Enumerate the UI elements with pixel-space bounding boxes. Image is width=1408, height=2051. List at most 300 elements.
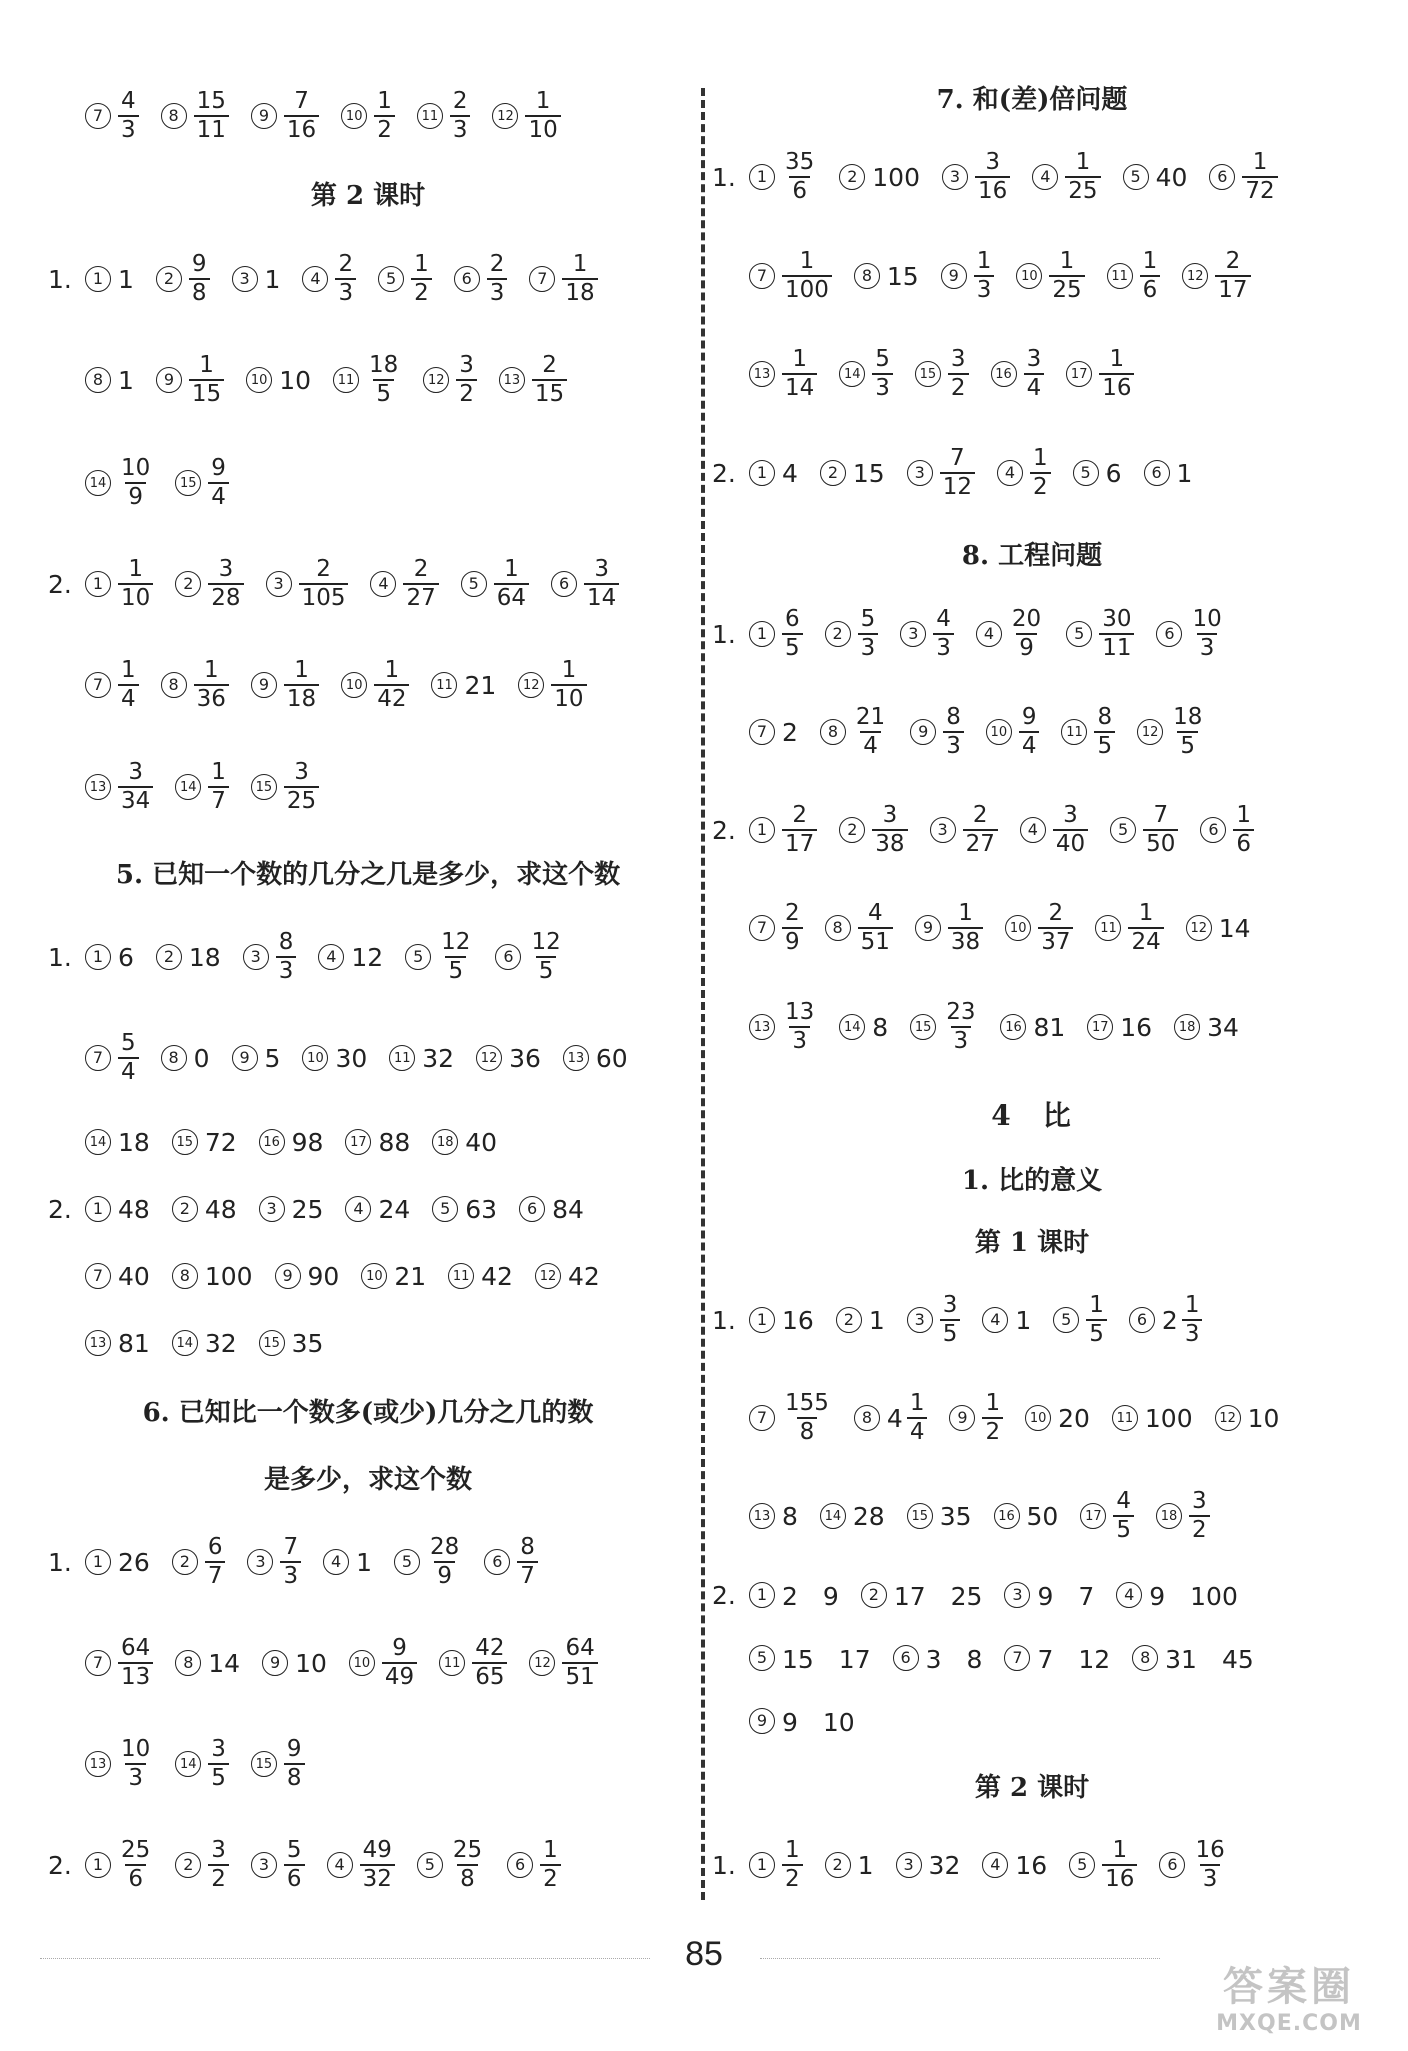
answer-item — [394, 1536, 462, 1588]
circled-number: 9 — [749, 1708, 775, 1734]
answer-value — [450, 90, 471, 142]
numerator: 49 — [362, 1837, 392, 1863]
answer-value — [1149, 1577, 1238, 1613]
answer-row — [48, 1028, 650, 1088]
numerator: 4 — [121, 88, 136, 114]
circled-number: 7 — [749, 1405, 775, 1431]
fraction — [1215, 250, 1250, 302]
numerator: 3 — [1026, 346, 1042, 372]
answer-value — [1019, 706, 1040, 758]
numerator: 28 — [430, 1534, 460, 1560]
circled-number: 15 — [251, 774, 277, 800]
answer-row — [48, 1313, 345, 1373]
answer-item — [85, 1032, 139, 1084]
answer-value — [1015, 1851, 1047, 1880]
fraction — [118, 558, 153, 610]
fraction — [118, 761, 153, 813]
answer-text: 40 — [465, 1127, 498, 1157]
answer-value — [532, 354, 567, 406]
answer-item — [85, 457, 153, 509]
answer-text: 100 — [872, 162, 920, 192]
fraction — [1170, 706, 1205, 758]
circled-number: 7 — [85, 1045, 111, 1071]
answer-item — [232, 265, 281, 294]
answer-row — [712, 997, 1261, 1057]
denominator: 72 — [1242, 176, 1277, 203]
answer-value — [782, 1577, 839, 1613]
answer-text: 32 — [928, 1850, 961, 1880]
denominator: 5 — [1094, 731, 1115, 758]
fraction — [943, 1001, 978, 1053]
denominator: 16 — [284, 115, 319, 142]
answer-item — [251, 1839, 305, 1891]
denominator: 40 — [1053, 829, 1088, 856]
answer-item — [749, 459, 798, 488]
denominator: 7 — [208, 786, 229, 813]
answer-item — [1095, 902, 1163, 954]
circled-number: 14 — [85, 470, 111, 496]
circled-number: 6 — [484, 1549, 510, 1575]
answer-item — [85, 1262, 150, 1291]
answer-value — [378, 1128, 410, 1157]
denominator: 28 — [208, 583, 243, 610]
answer-item — [175, 1738, 229, 1790]
circled-number: 1 — [749, 1852, 775, 1878]
fraction — [907, 1392, 928, 1444]
denominator: 65 — [472, 1662, 507, 1689]
circled-number: 5 — [1066, 621, 1092, 647]
answer-value — [284, 659, 319, 711]
circled-number: 14 — [175, 1751, 201, 1777]
answer-value — [351, 943, 383, 972]
answer-value — [118, 1839, 153, 1891]
circled-number: 10 — [361, 1263, 387, 1289]
numerator: 15 — [196, 88, 226, 114]
question-number: 1. — [712, 1850, 736, 1880]
numerator: 1 — [211, 759, 226, 785]
answer-text: 0 — [193, 1043, 210, 1073]
circled-number: 10 — [1025, 1405, 1051, 1431]
numerator: 1 — [543, 1837, 558, 1863]
answer-row — [712, 147, 1300, 207]
circled-number: 15 — [915, 361, 941, 387]
answer-text: 15 — [886, 261, 919, 291]
circled-number: 14 — [85, 1129, 111, 1155]
numerator: 1 — [1109, 346, 1125, 372]
circled-number: 14 — [175, 774, 201, 800]
fraction — [280, 1536, 301, 1588]
numerator: 3 — [1191, 1488, 1207, 1514]
answer-item — [246, 366, 311, 395]
answer-value — [292, 1195, 324, 1224]
denominator: 6 — [1140, 275, 1161, 302]
answer-value — [782, 348, 817, 400]
numerator: 5 — [860, 606, 876, 632]
circled-number: 11 — [389, 1045, 415, 1071]
answer-text: 16 — [782, 1305, 814, 1335]
answer-item — [907, 1294, 961, 1346]
answer-item — [907, 447, 975, 499]
denominator: 2 — [411, 278, 432, 305]
numerator: 3 — [950, 346, 966, 372]
circled-number: 4 — [1020, 817, 1046, 843]
answer-item — [85, 761, 153, 813]
numerator: 10 — [121, 455, 151, 481]
numerator: 20 — [1011, 606, 1042, 632]
numerator: 18 — [369, 352, 399, 378]
answer-value — [465, 1195, 497, 1224]
answer-item — [259, 1128, 324, 1157]
circled-number: 6 — [1156, 621, 1182, 647]
answer-text: 10 — [295, 1648, 327, 1678]
answer-value — [943, 706, 964, 758]
answer-item — [820, 706, 888, 758]
answer-value — [295, 1649, 327, 1678]
answer-item — [175, 761, 229, 813]
circled-number: 7 — [529, 266, 555, 292]
circled-number: 10 — [341, 103, 367, 129]
circled-number: 11 — [1061, 719, 1087, 745]
fraction — [299, 558, 349, 610]
answer-value — [265, 265, 281, 294]
answer-value — [782, 608, 803, 660]
numerator: 3 — [594, 556, 609, 582]
circled-number: 3 — [896, 1852, 922, 1878]
answer-value — [208, 558, 243, 610]
numerator: 1 — [1138, 900, 1154, 926]
answer-value — [1145, 1404, 1193, 1433]
answer-value — [118, 1738, 153, 1790]
answer-row — [712, 1628, 1276, 1688]
denominator: 2 — [456, 379, 477, 406]
answer-text: 10 — [279, 365, 311, 395]
answer-value — [208, 761, 229, 813]
answer-value — [1162, 1294, 1203, 1346]
answer-row — [48, 1532, 560, 1592]
numerator: 2 — [785, 900, 800, 926]
circled-number: 4 — [345, 1196, 371, 1222]
answer-text: 32 — [422, 1043, 455, 1073]
numerator: 9 — [211, 455, 226, 481]
circled-number: 7 — [85, 672, 111, 698]
answer-text: 48 — [118, 1194, 150, 1224]
circled-number: 15 — [910, 1014, 936, 1040]
denominator: 6 — [284, 1864, 305, 1891]
fraction — [427, 1536, 462, 1588]
numerator: 1 — [958, 900, 973, 926]
circled-number: 1 — [749, 1582, 775, 1608]
denominator: 9 — [782, 927, 803, 954]
fraction — [1143, 804, 1178, 856]
answer-text: 1 — [118, 264, 134, 294]
answer-row — [48, 1835, 583, 1895]
fraction — [189, 354, 224, 406]
numerator: 42 — [475, 1635, 505, 1661]
numerator: 64 — [121, 1635, 151, 1661]
numerator: 21 — [855, 704, 886, 730]
answer-value — [552, 1195, 584, 1224]
denominator: 8 — [284, 1763, 305, 1790]
denominator: 5 — [1086, 1319, 1107, 1346]
fraction — [1086, 1294, 1107, 1346]
fraction — [118, 1032, 139, 1084]
denominator: 4 — [118, 684, 139, 711]
denominator: 3 — [487, 278, 508, 305]
denominator: 42 — [374, 684, 409, 711]
fraction — [456, 354, 477, 406]
answer-item — [161, 1044, 210, 1073]
answer-row — [712, 1691, 877, 1751]
answer-row — [712, 1835, 1250, 1895]
fraction — [118, 1839, 153, 1891]
numerator: 1 — [294, 657, 309, 683]
circled-number: 7 — [749, 263, 775, 289]
answer-value — [276, 931, 297, 983]
denominator: 3 — [872, 373, 893, 400]
numerator: 1 — [377, 88, 392, 114]
answer-text: 30 — [335, 1043, 368, 1073]
answer-value — [265, 1044, 281, 1073]
fraction — [940, 447, 975, 499]
fraction — [1099, 608, 1134, 660]
answer-text: 14 — [208, 1648, 241, 1678]
circled-number: 6 — [551, 571, 577, 597]
circled-number: 18 — [1156, 1503, 1182, 1529]
circled-number: 2 — [156, 266, 182, 292]
circled-number: 5 — [394, 1549, 420, 1575]
answer-row — [48, 86, 583, 146]
fraction — [540, 1839, 561, 1891]
numerator: 1 — [128, 556, 143, 582]
answer-text: 60 — [595, 1043, 628, 1073]
answer-item — [439, 1637, 507, 1689]
answer-row — [48, 655, 609, 715]
answer-value — [1053, 804, 1088, 856]
answer-value — [292, 1128, 324, 1157]
denominator: 2 — [1189, 1515, 1210, 1542]
answer-row — [48, 757, 341, 817]
fraction — [284, 761, 319, 813]
numerator: 1 — [976, 248, 992, 274]
numerator: 1 — [1142, 248, 1158, 274]
answer-item — [915, 902, 983, 954]
answer-value — [299, 558, 349, 610]
answer-item — [247, 1536, 301, 1588]
circled-number: 9 — [251, 103, 277, 129]
circled-number: 6 — [893, 1645, 919, 1671]
circled-number: 6 — [1129, 1307, 1155, 1333]
answer-item — [1107, 250, 1161, 302]
circled-number: 4 — [976, 621, 1002, 647]
fraction — [782, 608, 803, 660]
circled-number: 14 — [820, 1503, 846, 1529]
circled-number: 1 — [85, 1852, 111, 1878]
answer-value — [782, 1703, 855, 1739]
fraction — [562, 1637, 597, 1689]
answer-text: 24 — [378, 1194, 411, 1224]
denominator: 5 — [940, 1319, 961, 1346]
answer-value — [782, 1392, 832, 1444]
denominator: 4 — [208, 482, 229, 509]
fraction — [782, 1001, 817, 1053]
question-number: 2. — [48, 1194, 72, 1224]
answer-item — [1156, 608, 1224, 660]
answer-row — [48, 249, 620, 309]
circled-number: 8 — [161, 672, 187, 698]
answer-item — [1174, 1013, 1239, 1042]
answer-value — [208, 1738, 229, 1790]
numerator: 10 — [1192, 606, 1222, 632]
answer-text: 4 — [782, 458, 798, 488]
answer-value — [308, 1262, 340, 1291]
numerator: 2 — [316, 556, 331, 582]
circled-number: 13 — [85, 1751, 111, 1777]
answer-value — [422, 1044, 454, 1073]
answer-text: 14 — [1218, 913, 1251, 943]
answer-text: 48 — [204, 1194, 237, 1224]
answer-item — [529, 1637, 597, 1689]
fraction — [943, 706, 964, 758]
answer-row — [712, 246, 1273, 306]
answer-item — [259, 1195, 324, 1224]
fraction — [189, 253, 210, 305]
answer-value — [948, 902, 983, 954]
answer-item — [997, 447, 1051, 499]
answer-value — [782, 1839, 803, 1891]
fraction — [872, 804, 907, 856]
answer-item — [232, 1044, 281, 1073]
denominator: 3 — [1197, 633, 1218, 660]
question-number: 2. — [48, 569, 72, 599]
answer-item — [518, 659, 586, 711]
answer-item — [861, 1577, 983, 1613]
circled-number: 14 — [839, 1014, 865, 1040]
fraction — [1102, 1839, 1137, 1891]
numerator: 7 — [950, 445, 965, 471]
answer-row — [712, 1565, 1260, 1625]
answer-item — [1020, 804, 1088, 856]
answer-item — [461, 558, 529, 610]
circled-number: 11 — [448, 1263, 474, 1289]
answer-text: 1 — [264, 264, 281, 294]
denominator: 105 — [299, 583, 349, 610]
answer-item — [1061, 706, 1115, 758]
answer-value — [118, 1329, 150, 1358]
answer-item — [85, 1195, 150, 1224]
fraction — [940, 1294, 961, 1346]
numerator: 7 — [1153, 802, 1169, 828]
answer-value — [118, 943, 134, 972]
answer-item — [389, 1044, 454, 1073]
circled-number: 18 — [1174, 1014, 1200, 1040]
circled-number: 1 — [85, 1196, 111, 1222]
circled-number: 4 — [1032, 164, 1058, 190]
circled-number: 6 — [454, 266, 480, 292]
answer-text: 31 45 — [1165, 1645, 1254, 1674]
answer-item — [749, 1839, 803, 1891]
answer-value — [456, 354, 477, 406]
answer-row — [48, 1633, 620, 1693]
numerator: 1 — [1252, 149, 1268, 175]
fraction — [1233, 804, 1254, 856]
answer-item — [1182, 250, 1250, 302]
denominator: 36 — [194, 684, 229, 711]
numerator: 30 — [1102, 606, 1132, 632]
answer-item — [910, 1001, 978, 1053]
fraction — [438, 931, 473, 983]
answer-text: 20 — [1058, 1403, 1090, 1433]
answer-value — [1233, 804, 1254, 856]
answer-value — [872, 1013, 888, 1042]
answer-value — [279, 366, 311, 395]
numerator: 2 — [489, 251, 505, 277]
answer-item — [302, 1044, 367, 1073]
circled-number: 18 — [432, 1129, 458, 1155]
answer-value — [189, 943, 221, 972]
numerator: 1 — [1033, 445, 1048, 471]
answer-text: 7 12 — [1037, 1645, 1111, 1674]
answer-value — [487, 253, 508, 305]
fraction — [1099, 348, 1134, 400]
circled-number: 5 — [1123, 164, 1149, 190]
circled-number: 10 — [1005, 915, 1031, 941]
circled-number: 5 — [1073, 460, 1099, 486]
answer-item — [378, 253, 432, 305]
question-number: 1. — [712, 1305, 736, 1335]
fraction — [1049, 250, 1084, 302]
answer-text: 18 — [188, 942, 221, 972]
answer-value — [118, 1262, 150, 1291]
answer-value — [948, 348, 969, 400]
numerator: 1 — [121, 657, 136, 683]
numerator: 7 — [294, 88, 309, 114]
answer-item — [1053, 1294, 1107, 1346]
circled-number: 8 — [161, 103, 187, 129]
fraction — [208, 1839, 229, 1891]
answer-item — [1000, 1013, 1065, 1042]
answer-text: 28 — [852, 1501, 885, 1531]
denominator: 11 — [1099, 633, 1134, 660]
answer-value — [1037, 1640, 1110, 1676]
answer-value — [1189, 608, 1224, 660]
answer-value — [292, 1329, 324, 1358]
question-number: 2. — [712, 1580, 736, 1610]
answer-row — [48, 554, 641, 614]
answer-text: 35 — [291, 1328, 324, 1358]
answer-item — [318, 943, 383, 972]
answer-item — [749, 1001, 817, 1053]
circled-number: 12 — [529, 1650, 555, 1676]
denominator: 3 — [118, 115, 139, 142]
numerator: 1 — [384, 657, 400, 683]
answer-text: 34 — [1207, 1012, 1239, 1042]
answer-value — [205, 1195, 237, 1224]
fraction — [118, 90, 139, 142]
fraction — [1189, 608, 1224, 660]
denominator: 2 — [374, 115, 395, 142]
denominator: 15 — [189, 379, 224, 406]
fraction — [284, 90, 319, 142]
denominator: 14 — [584, 583, 619, 610]
answer-value — [427, 1536, 462, 1588]
answer-item — [1129, 1294, 1203, 1346]
answer-item — [156, 943, 221, 972]
answer-text: 88 — [378, 1127, 411, 1157]
denominator: 6 — [789, 176, 810, 203]
numerator: 13 — [785, 999, 815, 1025]
answer-value — [1165, 1640, 1254, 1676]
answer-value — [208, 1839, 229, 1891]
